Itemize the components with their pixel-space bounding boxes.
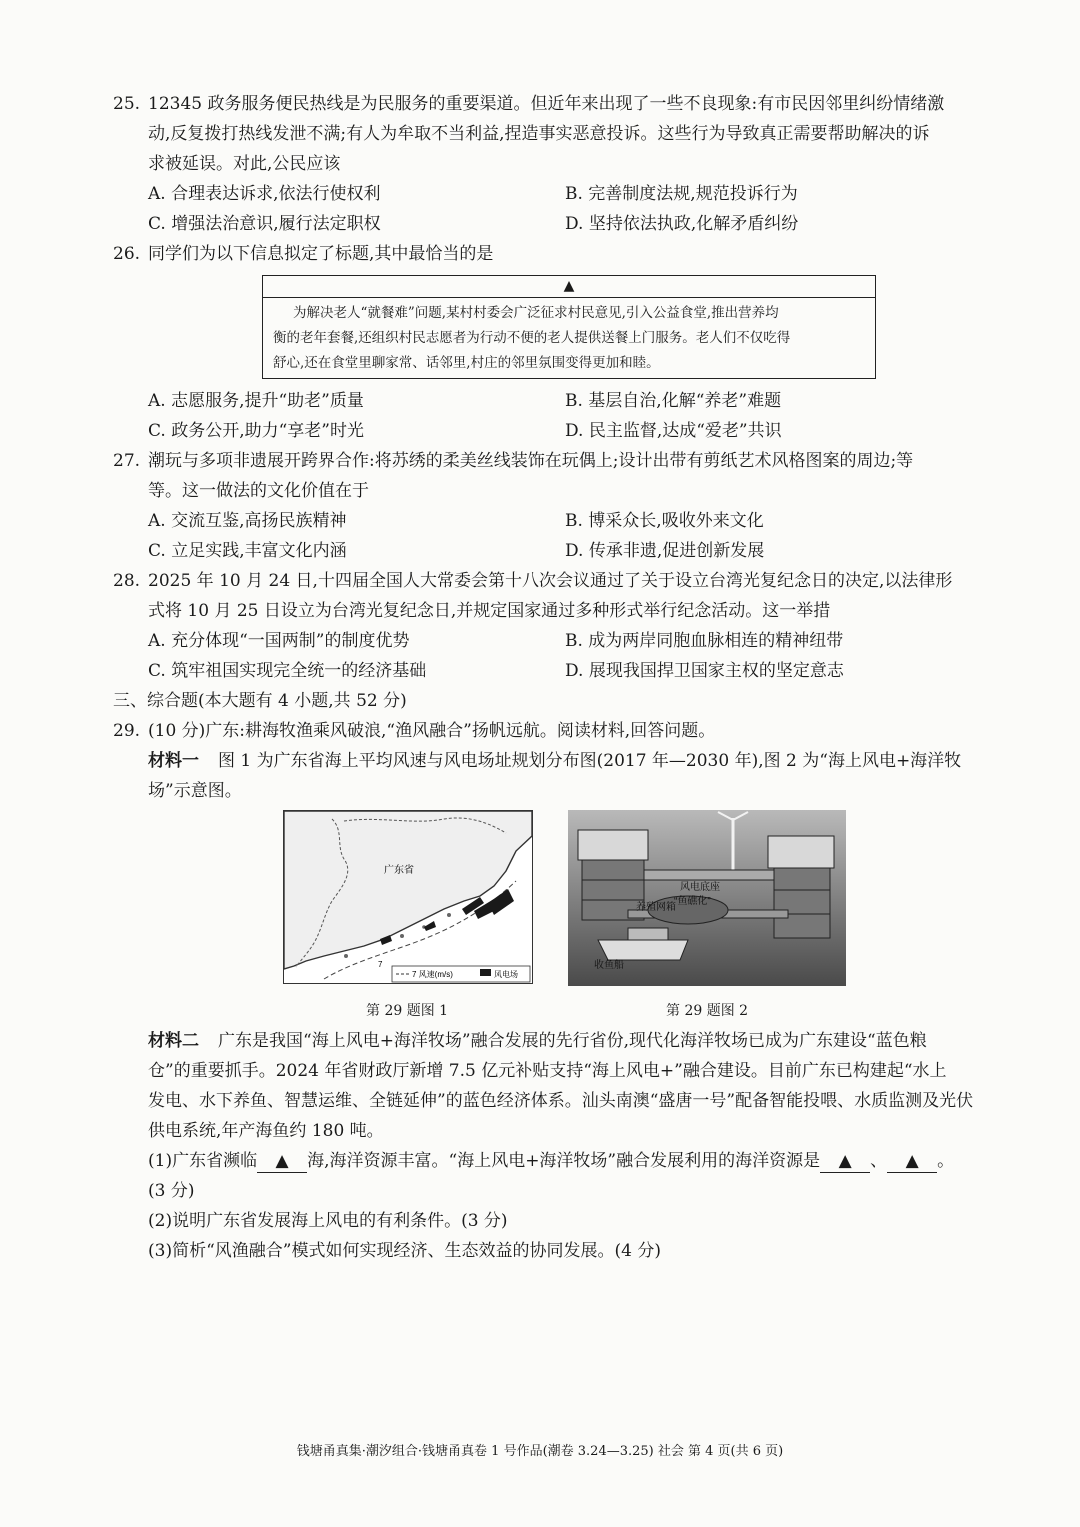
section-heading: 三、综合题(本大题有 4 小题,共 52 分) bbox=[113, 691, 407, 711]
option-a: A. 志愿服务,提升“助老”质量 bbox=[148, 391, 364, 411]
option-d: D. 传承非遗,促进创新发展 bbox=[565, 541, 765, 561]
option-a: A. 交流互鉴,高扬民族精神 bbox=[148, 511, 347, 531]
figure-caption: 第 29 题图 1 bbox=[366, 1003, 449, 1019]
material-label: 材料一 bbox=[148, 751, 199, 771]
figure-caption: 第 29 题图 2 bbox=[666, 1003, 749, 1019]
material-line: 舒心,还在食堂里聊家常、话邻里,村庄的邻里氛围变得更加和睦。 bbox=[273, 355, 660, 371]
label-base: 风电底座 bbox=[680, 882, 720, 893]
wind-map-figure bbox=[283, 810, 533, 984]
option-b: B. 完善制度法规,规范投诉行为 bbox=[565, 184, 798, 204]
sub1-end: 。 bbox=[937, 1151, 955, 1171]
material-line: 发电、水下养鱼、智慧运维、全链延伸”的蓝色经济体系。汕头南澳“盛唐一号”配备智能投喂、水质监测及光伏 bbox=[148, 1091, 974, 1111]
answer-blank[interactable]: ▲ bbox=[887, 1150, 937, 1173]
option-d: D. 民主监督,达成“爱老”共识 bbox=[565, 421, 782, 441]
label-reef: “鱼礁化” bbox=[674, 896, 711, 907]
question-stem: 同学们为以下信息拟定了标题,其中最恰当的是 bbox=[148, 244, 494, 264]
page-footer: 钱塘甬真集·潮汐组合·钱塘甬真卷 1 号作品(潮卷 3.24—3.25) 社会 第 4 页(共 6 页) bbox=[296, 1444, 784, 1459]
material-box bbox=[262, 275, 876, 379]
sub-question-1 bbox=[148, 1150, 954, 1173]
sub-question-3: (3)简析“风渔融合”模式如何实现经济、生态效益的协同发展。(4 分) bbox=[148, 1241, 661, 1261]
option-d: D. 展现我国捍卫国家主权的坚定意志 bbox=[565, 661, 844, 681]
question-number: 28. bbox=[113, 571, 141, 591]
legend-speed: 7 风速(m/s) bbox=[412, 970, 453, 979]
question-number: 25. bbox=[113, 94, 141, 114]
divider bbox=[263, 297, 875, 298]
question-number: 26. bbox=[113, 244, 141, 264]
label-net: 养殖网箱 bbox=[636, 902, 676, 913]
question-number: 29. bbox=[113, 721, 141, 741]
wind-map bbox=[284, 811, 532, 983]
answer-blank[interactable]: ▲ bbox=[820, 1150, 870, 1173]
question-number: 27. bbox=[113, 451, 141, 471]
option-a: A. 充分体现“一国两制”的制度优势 bbox=[148, 631, 410, 651]
contour-label: 7 bbox=[378, 960, 383, 969]
ocean-ranch-illustration bbox=[568, 810, 846, 986]
title-blank-triangle: ▲ bbox=[563, 278, 575, 294]
option-a: A. 合理表达诉求,依法行使权利 bbox=[148, 184, 381, 204]
sub1-sep: 、 bbox=[870, 1151, 888, 1171]
legend-farm: 风电场 bbox=[494, 970, 518, 979]
material-line: 图 1 为广东省海上平均风速与风电场址规划分布图(2017 年—2030 年),图 2 为“海上风电+海洋牧 bbox=[218, 751, 962, 771]
sub1-score: (3 分) bbox=[148, 1181, 195, 1201]
option-c: C. 筑牢祖国实现完全统一的经济基础 bbox=[148, 661, 427, 681]
question-stem-line: 潮玩与多项非遗展开跨界合作:将苏绣的柔美丝线装饰在玩偶上;设计出带有剪纸艺术风格图案的周边;等 bbox=[148, 451, 914, 471]
option-c: C. 立足实践,丰富文化内涵 bbox=[148, 541, 347, 561]
question-stem-line: 求被延误。对此,公民应该 bbox=[148, 154, 341, 174]
material-line: 广东是我国“海上风电+海洋牧场”融合发展的先行省份,现代化海洋牧场已成为广东建设“蓝色粮 bbox=[218, 1031, 927, 1051]
material-label: 材料二 bbox=[148, 1031, 199, 1051]
sub-question-2: (2)说明广东省发展海上风电的有利条件。(3 分) bbox=[148, 1211, 508, 1231]
material-line: 供电系统,年产海鱼约 180 吨。 bbox=[148, 1121, 384, 1141]
province-label: 广东省 bbox=[384, 865, 414, 876]
material-line: 为解决老人“就餐难”问题,某村村委会广泛征求村民意见,引入公益食堂,推出营养均 bbox=[293, 305, 779, 321]
material-line: 仓”的重要抓手。2024 年省财政厅新增 7.5 亿元补贴支持“海上风电+”融合建设。目前广东已构建起“水上 bbox=[148, 1061, 947, 1081]
answer-blank[interactable]: ▲ bbox=[257, 1150, 307, 1173]
option-c: C. 增强法治意识,履行法定职权 bbox=[148, 214, 381, 234]
option-b: B. 基层自治,化解“养老”难题 bbox=[565, 391, 782, 411]
sub1-text-b: 海,海洋资源丰富。“海上风电+海洋牧场”融合发展利用的海洋资源是 bbox=[307, 1151, 821, 1171]
question-stem: (10 分)广东:耕海牧渔乘风破浪,“渔风融合”扬帆远航。阅读材料,回答问题。 bbox=[148, 721, 716, 741]
label-boat: 收鱼船 bbox=[594, 960, 624, 971]
option-d: D. 坚持依法执政,化解矛盾纠纷 bbox=[565, 214, 799, 234]
question-stem-line: 动,反复拨打热线发泄不满;有人为牟取不当利益,捏造事实恶意投诉。这些行为导致真正需要帮助解决的诉 bbox=[148, 124, 930, 144]
question-stem-line: 2025 年 10 月 24 日,十四届全国人大常委会第十八次会议通过了关于设立台湾光复纪念日的决定,以法律形 bbox=[148, 571, 953, 591]
option-c: C. 政务公开,助力“享老”时光 bbox=[148, 421, 364, 441]
question-stem-line: 12345 政务服务便民热线是为民服务的重要渠道。但近年来出现了一些不良现象:有市民因邻里纠纷情绪激 bbox=[148, 94, 945, 114]
option-b: B. 博采众长,吸收外来文化 bbox=[565, 511, 764, 531]
sub1-text-a: (1)广东省濒临 bbox=[148, 1151, 258, 1171]
material-line: 衡的老年套餐,还组织村民志愿者为行动不便的老人提供送餐上门服务。老人们不仅吃得 bbox=[273, 330, 791, 346]
ocean-ranch-figure bbox=[568, 810, 846, 986]
question-stem-line: 等。这一做法的文化价值在于 bbox=[148, 481, 369, 501]
option-b: B. 成为两岸同胞血脉相连的精神纽带 bbox=[565, 631, 844, 651]
material-line: 场”示意图。 bbox=[148, 781, 242, 801]
question-stem-line: 式将 10 月 25 日设立为台湾光复纪念日,并规定国家通过多种形式举行纪念活动。这一举措 bbox=[148, 601, 831, 621]
